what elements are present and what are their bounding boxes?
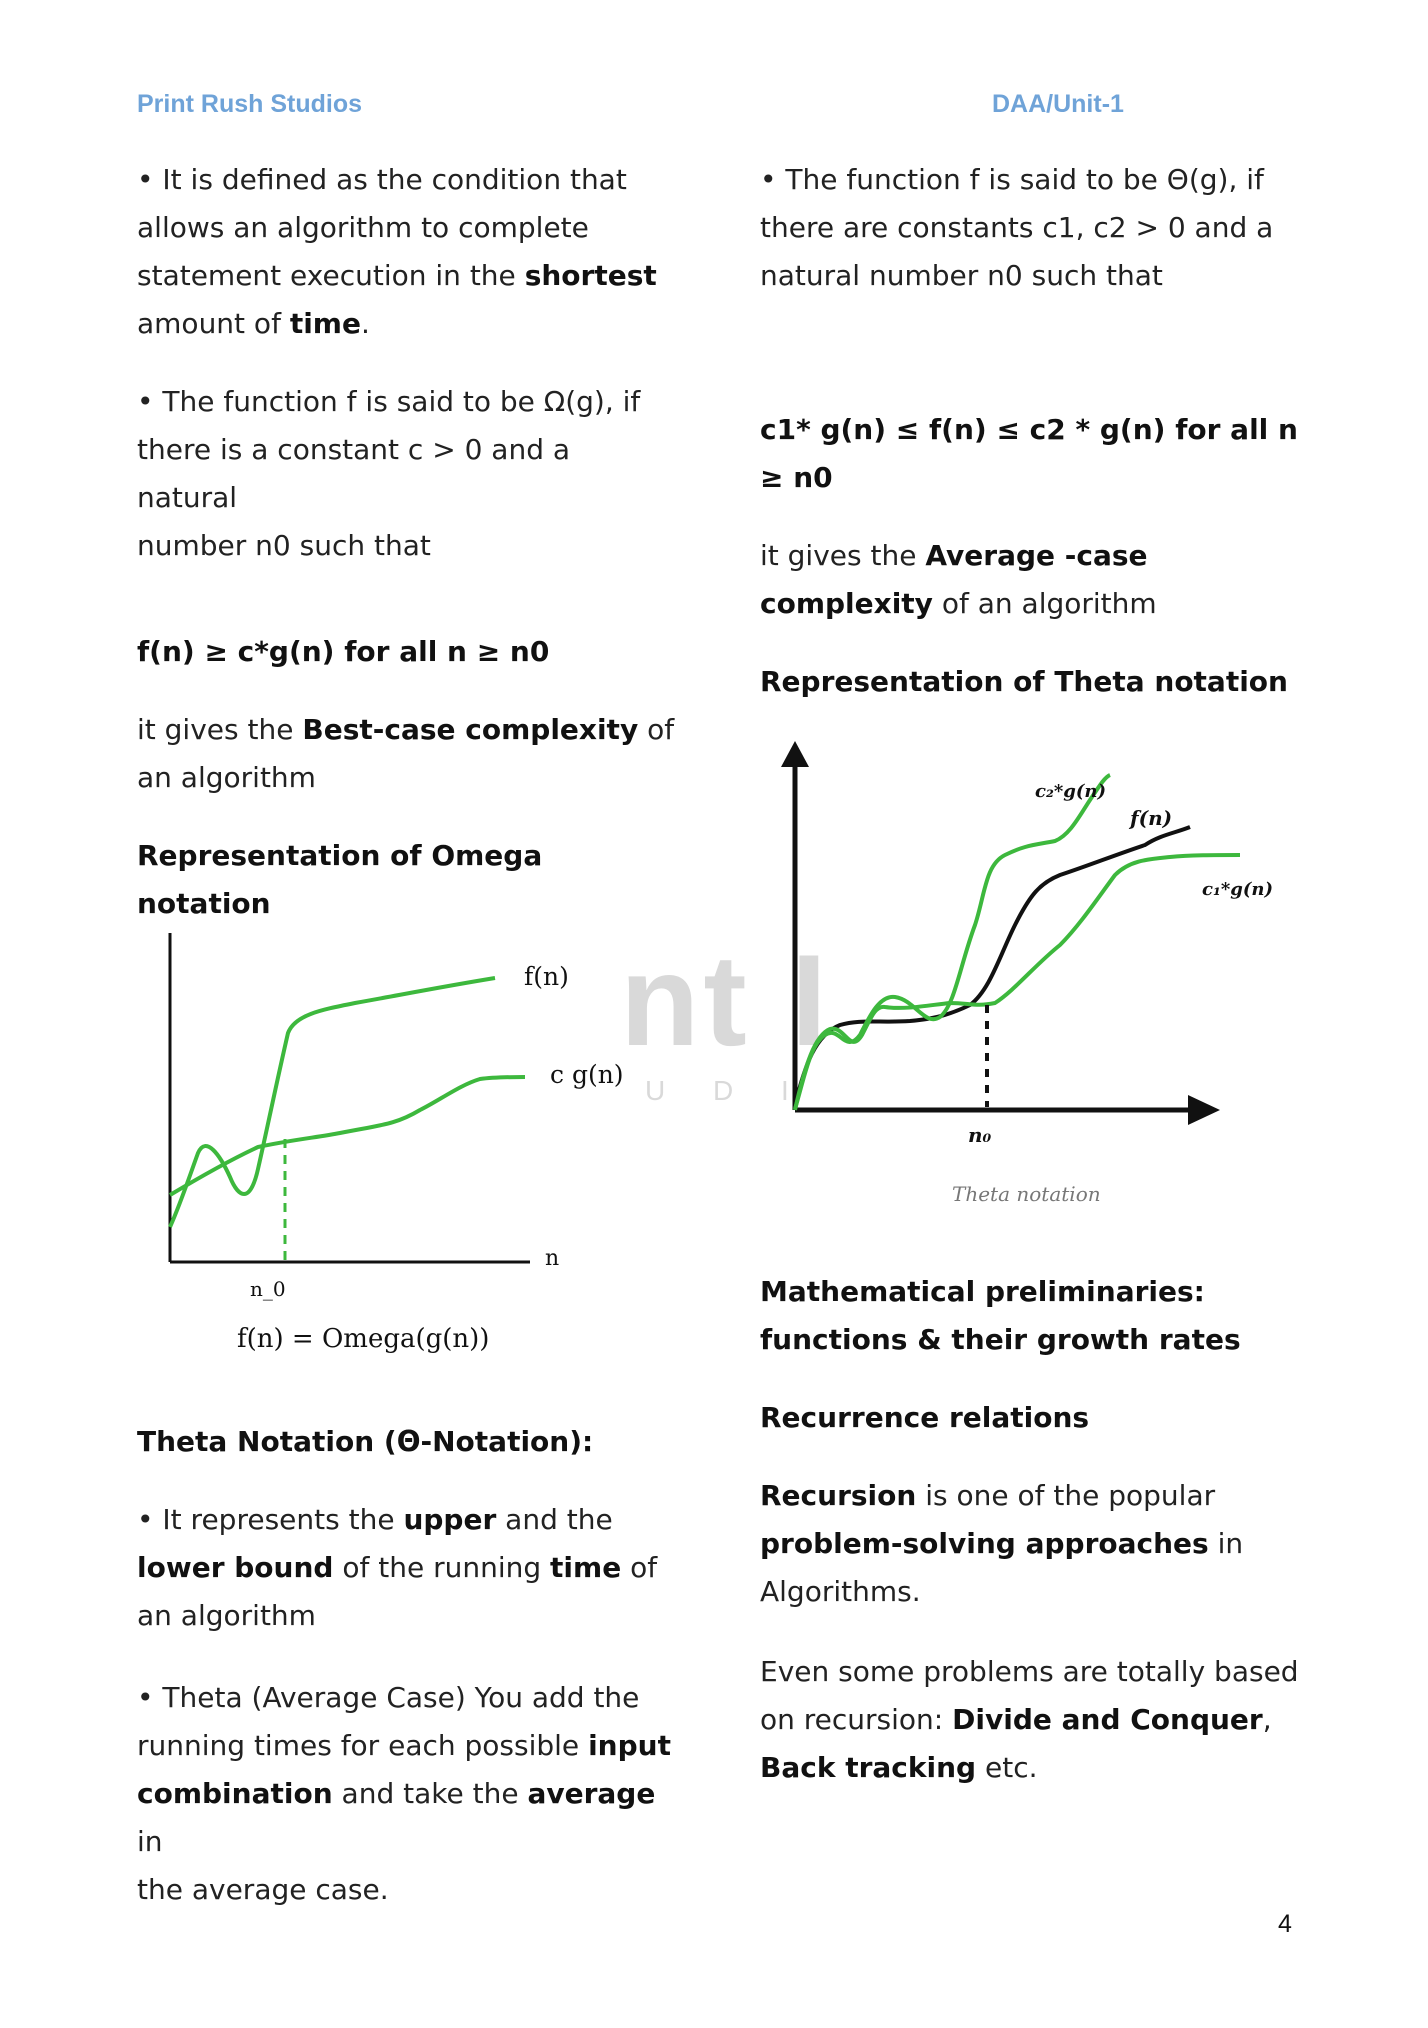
recursion-problems-paragraph: [760, 1648, 1320, 1792]
text-line: number n0 such that: [137, 529, 431, 562]
text-line: • The function f is said to be Θ(g), if: [760, 163, 1264, 196]
omega-function-paragraph: [137, 378, 677, 570]
text-line: the average case.: [137, 1873, 389, 1906]
theta-formula: c1* g(n) ≤ f(n) ≤ c2 * g(n) for all n ≥ n0: [760, 413, 1298, 494]
text-line: natural number n0 such that: [760, 259, 1163, 292]
text-line: an algorithm: [137, 761, 316, 794]
text-line: it gives the Average -case: [760, 539, 1148, 572]
text-line: there are constants c1, c2 > 0 and a: [760, 211, 1274, 244]
watermark-subtext: U D I: [645, 1075, 809, 1106]
text-line: statement execution in the shortest: [137, 259, 657, 292]
x-axis-arrowhead: [1188, 1095, 1220, 1125]
recurrence-relations-heading: Recurrence relations: [760, 1401, 1090, 1434]
theta-representation-heading: Representation of Theta notation: [760, 665, 1288, 698]
recursion-paragraph: [760, 1472, 1320, 1616]
text-line: problem-solving approaches in: [760, 1527, 1244, 1560]
text-line: amount of time.: [137, 307, 370, 340]
f-of-n-curve: [170, 978, 495, 1227]
n-axis-label: n: [545, 1246, 560, 1271]
text-line: Even some problems are totally based: [760, 1655, 1299, 1688]
text-line: Algorithms.: [760, 1575, 921, 1608]
n0-label: n_0: [250, 1277, 286, 1301]
text-line: it gives the Best-case complexity of: [137, 713, 675, 746]
c-g-of-n-label: c g(n): [550, 1060, 624, 1089]
text-line: an algorithm: [137, 1599, 316, 1632]
omega-caption: f(n) = Omega(g(n)): [237, 1324, 490, 1354]
omega-notation-figure: [150, 915, 630, 1375]
header-right-title: DAA/Unit-1: [992, 90, 1124, 118]
best-case-paragraph: [137, 706, 677, 802]
text-line: lower bound of the running time of: [137, 1551, 658, 1584]
text-line: running times for each possible input: [137, 1729, 671, 1762]
theta-notation-heading: Theta Notation (Θ-Notation):: [137, 1425, 594, 1458]
c1-g-of-n-label: c₁*g(n): [1202, 879, 1273, 900]
omega-formula: f(n) ≥ c*g(n) for all n ≥ n0: [137, 635, 550, 668]
text-line: allows an algorithm to complete: [137, 211, 589, 244]
text-line: • It represents the upper and the: [137, 1503, 613, 1536]
text-line: on recursion: Divide and Conquer,: [760, 1703, 1272, 1736]
watermark-logo-text: nt I: [620, 927, 831, 1073]
text-line: • It is defined as the condition that: [137, 163, 627, 196]
y-axis-arrowhead: [781, 741, 809, 767]
theta-notation-figure: [770, 735, 1290, 1225]
average-case-paragraph: [760, 532, 1320, 628]
theta-definition-paragraph: [760, 156, 1320, 300]
math-preliminaries-heading: Mathematical preliminaries: functions & their growth rates: [760, 1275, 1241, 1356]
theta-average-paragraph: [137, 1674, 677, 1914]
text-line: • Theta (Average Case) You add the: [137, 1681, 640, 1714]
f-of-n-label: f(n): [524, 962, 569, 991]
text-line: there is a constant c > 0 and a natural: [137, 433, 571, 514]
omega-representation-heading: Representation of Omega notation: [137, 839, 543, 920]
c1-g-of-n-curve: [795, 855, 1240, 1110]
n0-label: n₀: [968, 1123, 992, 1147]
header-left-title: Print Rush Studios: [137, 90, 362, 118]
text-line: complexity of an algorithm: [760, 587, 1157, 620]
text-line: combination and take the average in: [137, 1777, 656, 1858]
theta-bounds-paragraph: [137, 1496, 677, 1640]
c2-g-of-n-label: c₂*g(n): [1035, 781, 1106, 802]
omega-definition-paragraph: [137, 156, 677, 348]
text-line: Recursion is one of the popular: [760, 1479, 1216, 1512]
f-of-n-label: f(n): [1130, 806, 1173, 830]
page-number: 4: [1278, 1910, 1292, 1938]
text-line: • The function f is said to be Ω(g), if: [137, 385, 641, 418]
theta-caption: Theta notation: [952, 1182, 1101, 1206]
text-line: Back tracking etc.: [760, 1751, 1038, 1784]
c-g-of-n-curve: [170, 1077, 525, 1195]
